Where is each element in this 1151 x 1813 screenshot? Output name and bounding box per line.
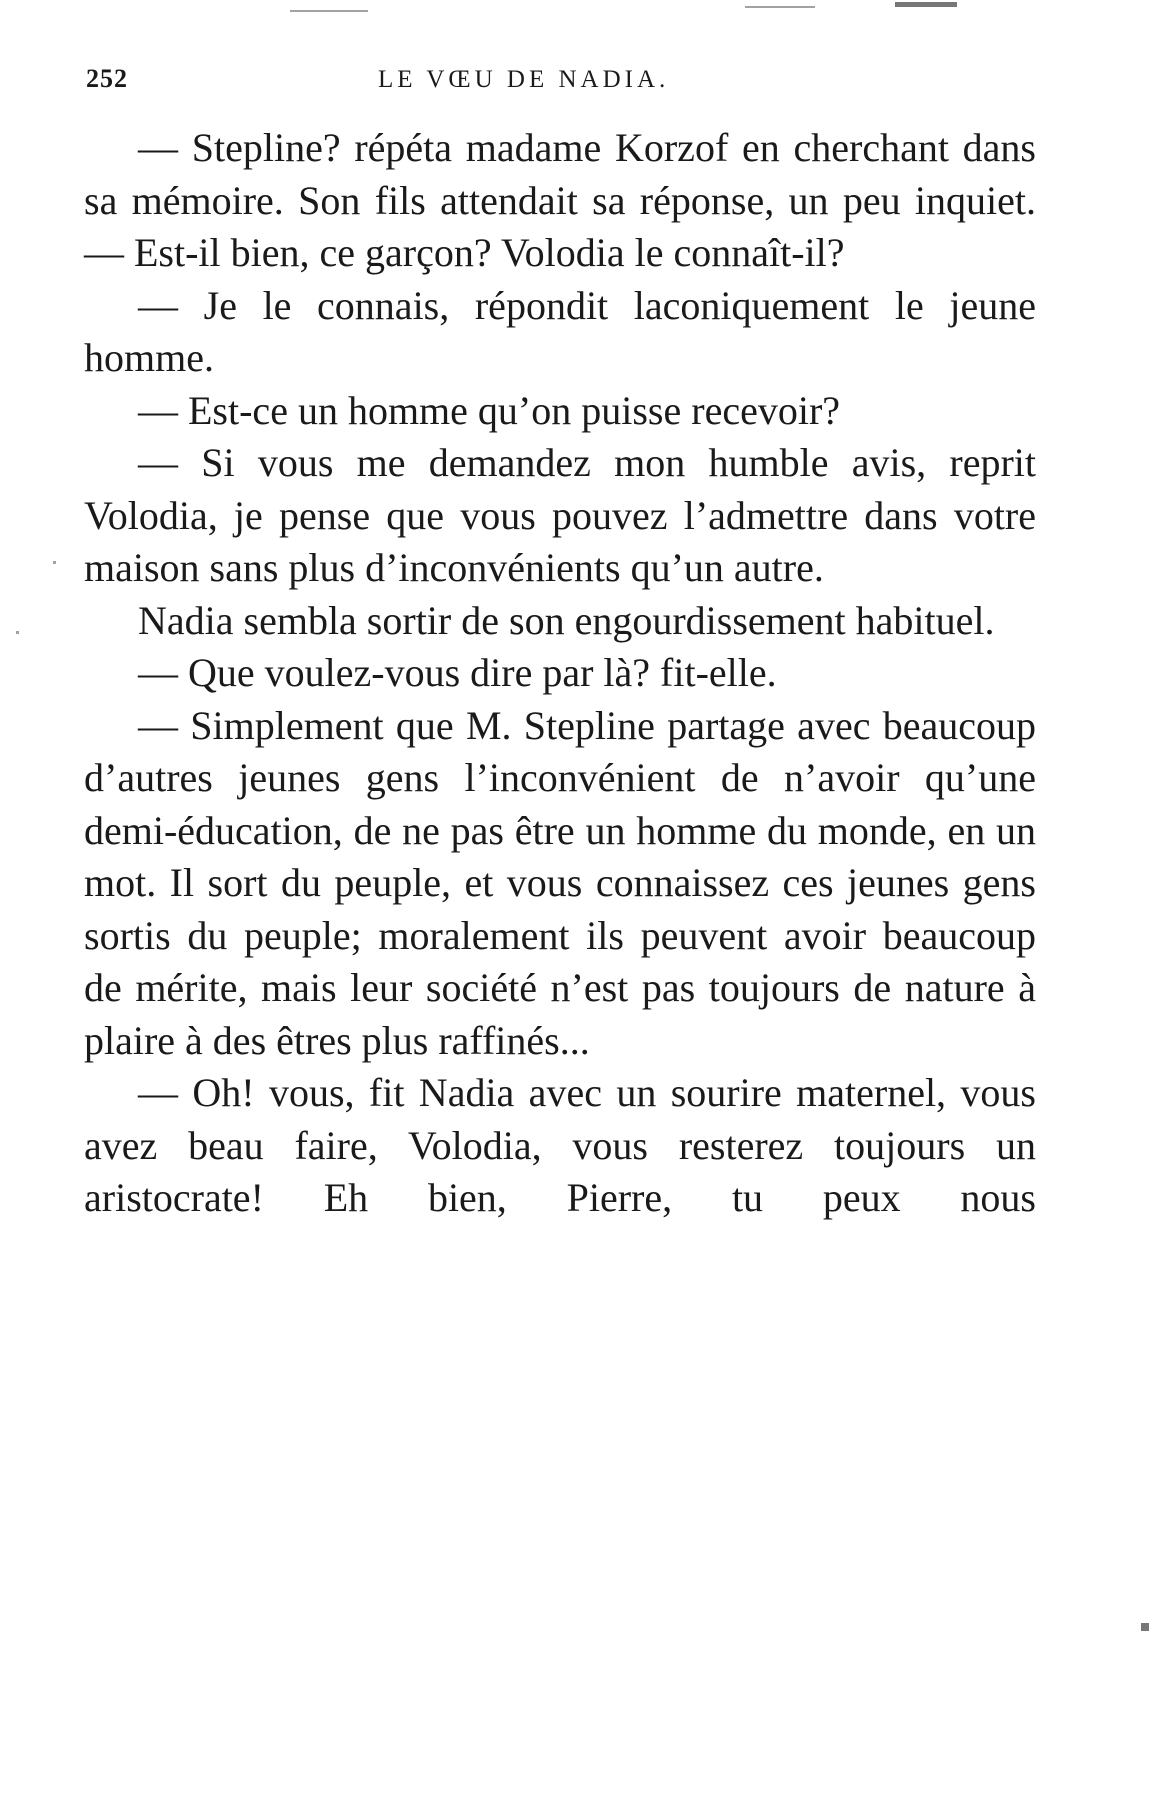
paragraph: — Que voulez-vous dire par là? fit-elle. (138, 650, 777, 695)
body-text (84, 122, 1036, 1225)
scan-mark (1141, 1623, 1149, 1631)
scan-mark (745, 6, 815, 8)
page-header (86, 64, 1036, 104)
running-title: LE VŒU DE NADIA. (378, 66, 670, 93)
scan-mark (53, 561, 56, 564)
scan-mark (895, 2, 957, 7)
paragraph: — Je le connais, répondit laconiquement le jeune homme. (84, 282, 1036, 380)
paragraph: — Est-ce un homme qu’on puisse recevoir? (138, 387, 841, 433)
paragraph: — Stepline? répéta madame Korzof en cherchant dans sa mémoire. Son fils attendait sa réponse, un peu inquiet. — Est-il bien, ce garçon? Volodia le connaît-il? (84, 125, 1036, 275)
paragraph: — Simplement que M. Stepline partage avec beaucoup d’autres jeunes gens l’inconvénient de n’avoir qu’une demi-éducation, de ne pas être un homme du monde, en un mot. Il sort du peuple, et vous connaissez ces jeunes gens sortis du peuple; moralement ils peuvent avoir beaucoup de mérite, mais leur société n’est pas toujours de nature à plaire à des êtres plus raffinés... (84, 702, 1036, 1063)
scan-mark (290, 10, 368, 12)
scan-mark (16, 631, 19, 634)
page-number: 252 (86, 64, 128, 93)
paragraph: — Oh! vous, fit Nadia avec un sourire maternel, vous avez beau faire, Volodia, vous resterez toujours un aristocrate! Eh bien, Pierre, tu peux nous (84, 1070, 1036, 1220)
paragraph: Nadia sembla sortir de son engourdissement habituel. (138, 597, 995, 643)
paragraph: — Si vous me demandez mon humble avis, reprit Volodia, je pense que vous pouvez l’admettre dans votre maison sans plus d’inconvénients qu’un autre. (84, 440, 1036, 590)
